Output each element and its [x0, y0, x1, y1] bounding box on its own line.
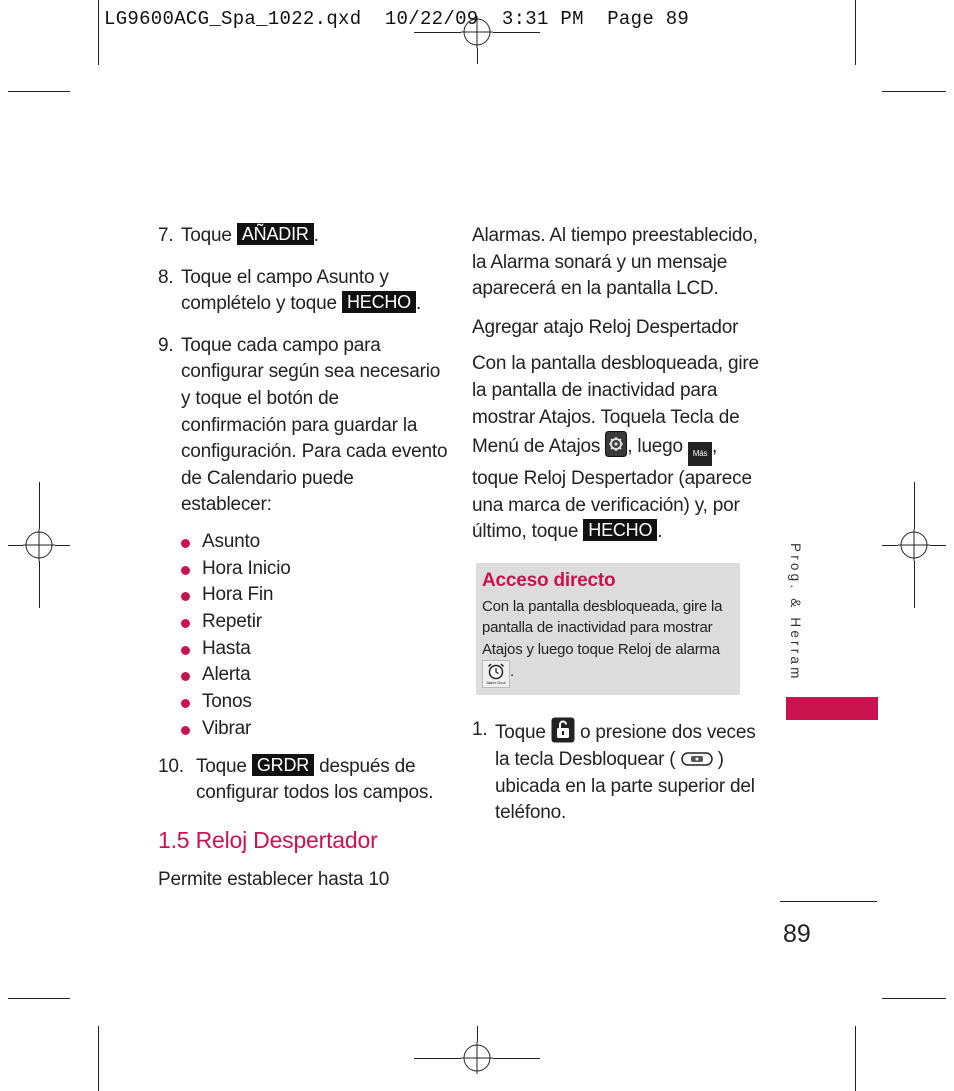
step-7	[158, 223, 448, 250]
print-slug	[104, 8, 689, 30]
list-item: Repetir	[181, 609, 448, 636]
gear-shortcut-icon	[605, 431, 627, 457]
mas-label: Más	[692, 449, 708, 459]
list-item: Hora Fin	[181, 582, 448, 609]
crop-mark	[855, 1026, 856, 1091]
crop-mark	[98, 1026, 99, 1091]
crop-mark	[882, 545, 898, 546]
crop-mark	[930, 545, 946, 546]
crop-mark	[8, 998, 70, 999]
step-8	[158, 265, 448, 318]
step-text: Toque cada campo para configurar según sea necesario y toque el botón de confirmación para guardar la configuración. Para cada evento de Calendario puede establecer:	[181, 334, 448, 516]
callout-text: .	[510, 663, 514, 681]
step-text	[181, 223, 448, 250]
crop-mark	[98, 0, 99, 65]
crop-mark	[477, 48, 478, 64]
list-item: Vibrar	[181, 716, 448, 743]
list-item: Asunto	[181, 529, 448, 556]
step-text-part: Toque	[196, 755, 252, 777]
alarm-clock-glyph-icon	[486, 662, 506, 680]
step-text-part: .	[313, 225, 319, 246]
page-number: 89	[783, 920, 811, 948]
step-1	[472, 717, 762, 826]
anadir-button: AÑADIR	[237, 223, 314, 245]
step-text-part: Toque el campo Asunto y complételo y toque	[181, 266, 389, 315]
paragraph-part: , luego	[627, 436, 688, 458]
shortcut-paragraph	[472, 351, 762, 546]
crop-mark	[493, 32, 540, 33]
step-text-part: Toque	[495, 722, 551, 744]
calendar-fields-list	[181, 529, 448, 743]
list-item: Hasta	[181, 636, 448, 663]
left-column	[158, 223, 448, 903]
step-text-part: .	[415, 293, 422, 315]
step-number: 10.	[158, 755, 184, 777]
grdr-button: GRDR	[252, 754, 314, 776]
page-rule	[780, 901, 877, 902]
alarm-clock-icon	[482, 660, 510, 688]
step-number: 1.	[472, 719, 488, 741]
crop-mark	[914, 482, 915, 529]
section-title: 1.5 Reloj Despertador	[158, 826, 378, 853]
continued-paragraph: Alarmas. Al tiempo preestablecido, la Alarma sonará y un mensaje aparecerá en la pantalla LCD.	[472, 225, 758, 300]
section-tab	[786, 697, 878, 720]
step-text-part: o presione dos veces la tecla Desbloquear (	[495, 722, 756, 771]
step-text-part: Toque	[181, 225, 237, 246]
callout-text: Con la pantalla desbloqueada, gire la pantalla de inactividad para mostrar Atajos y luego toque Reloj de alarma	[482, 597, 723, 658]
right-column	[472, 223, 762, 842]
callout-title: Acceso directo	[482, 569, 616, 591]
mas-icon	[688, 442, 712, 466]
crop-mark	[39, 561, 40, 608]
registration-mark-icon	[23, 529, 55, 561]
crop-mark	[914, 561, 915, 608]
step-number: 9.	[158, 334, 174, 356]
crop-mark	[8, 545, 23, 546]
paragraph-part: .	[657, 521, 663, 543]
unlock-icon	[551, 717, 575, 743]
slug-file: LG9600ACG_Spa_1022.qxd	[104, 8, 362, 30]
unlock-key-icon	[681, 751, 713, 767]
list-item: Hora Inicio	[181, 556, 448, 583]
list-item: Tonos	[181, 689, 448, 716]
crop-mark	[39, 482, 40, 529]
registration-mark-icon	[898, 529, 930, 561]
step-number: 7.	[158, 225, 174, 246]
crop-mark	[414, 32, 461, 33]
alarm-clock-label: Alarm Clock	[486, 680, 506, 686]
section-intro: Permite establecer hasta 10	[158, 868, 390, 890]
subheading: Agregar atajo Reloj Despertador	[472, 316, 739, 338]
paragraph-part: Con la pantalla desbloqueada, gire la pantalla de inactividad para mostrar Atajos. Toquela Tecla de Menú de Atajos	[472, 353, 759, 458]
slug-page: Page 89	[607, 8, 690, 30]
slug-date: 10/22/09	[384, 8, 479, 30]
crop-mark	[8, 91, 70, 92]
paragraph-part: , toque Reloj Despertador (aparece una marca de verificación) y, por último, toque	[472, 436, 752, 543]
step-text-part: después de configurar todos los campos.	[196, 755, 434, 804]
acceso-directo-callout	[476, 563, 740, 696]
slug-time: 3:31 PM	[501, 8, 584, 30]
crop-mark	[855, 0, 856, 65]
crop-mark	[493, 1058, 540, 1059]
step-10	[158, 754, 448, 807]
section-side-label: Prog. & Herram	[788, 543, 803, 682]
crop-mark	[55, 545, 70, 546]
step-text-part: ) ubicada en la parte superior del teléfono.	[495, 749, 755, 824]
crop-mark	[882, 998, 946, 999]
registration-mark-icon	[461, 16, 493, 48]
crop-mark	[882, 91, 946, 92]
crop-mark	[414, 1058, 461, 1059]
callout-body	[482, 596, 732, 689]
hecho-button: HECHO	[583, 519, 657, 541]
step-number: 8.	[158, 266, 174, 288]
step-text	[181, 265, 448, 318]
list-item: Alerta	[181, 662, 448, 689]
crop-mark	[477, 1026, 478, 1042]
registration-mark-icon	[461, 1042, 493, 1074]
hecho-button: HECHO	[342, 291, 416, 313]
step-text	[495, 717, 762, 826]
step-9	[158, 333, 448, 519]
step-text	[196, 754, 448, 807]
